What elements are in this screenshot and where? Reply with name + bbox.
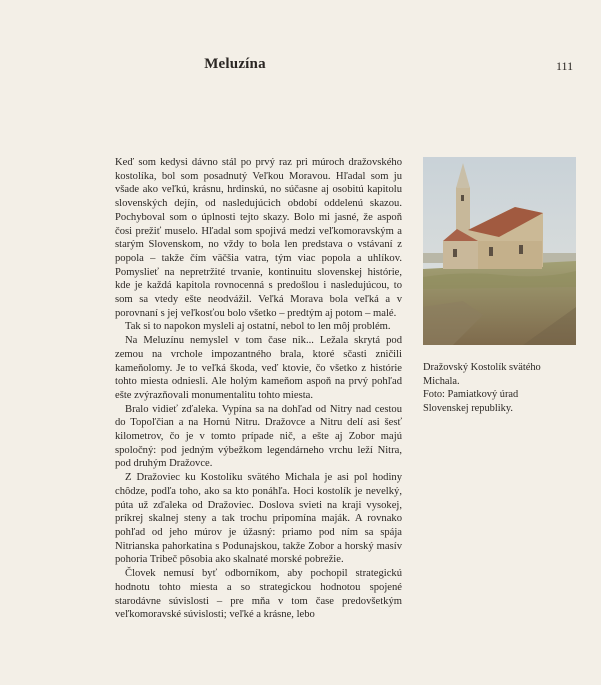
page-number: 111 <box>556 59 574 73</box>
caption-line: Michala. <box>423 375 460 387</box>
running-title: Meluzína <box>204 56 266 72</box>
paragraph: Bralo vidieť zďaleka. Vypína sa na dohľad od Nitry nad cestou do Topoľčian a na Hornú Nitru. Dražovce a Nitru delí asi šesť kilometrov, čo je v tomto prípade nič, a ešte aj Zobor majú spoločný: pod jedným výbežkom legendárneho vrchu leží Nitra, pod druhým Dražovce. <box>115 403 402 470</box>
church-photo <box>423 157 576 345</box>
paragraph: Človek nemusí byť odborníkom, aby pochopil strategickú hodnotu tohto miesta a so strategickou hodnotou spojené starodávne súvislosti – pre mňa v tom čase predovšetkým veľkomoravské súvislosti; veľké a krásne, lebo <box>115 568 402 621</box>
caption-line: Slovenskej republiky. <box>423 403 513 415</box>
paragraph: Keď som kedysi dávno stál po prvý raz pri múroch dražovského kostolíka, bol som posadnutý Veľkou Moravou. Hľadal som ju všade ako veľkú, krásnu, hrdinskú, no súčasne aj osobitú kapitolu slovenských dejín, od nasledujúcich období oddelenú skazou. Pochyboval som o úplnosti tejto skazy. Bolo mi jasné, že aspoň čosi prežiť muselo. Hľadal som spojivá medzi veľkomoravským a starým Slovenskom, no vždy to bola len predstava o vstávaní z popola – takže čím väčšia vatra, tým viac popola a uhlíkov. Pomyslieť na nepretržité trvanie, kontinuitu slovenskej histórie, kde je každá kapitola rovnocenná s predošlou i nasledujúcou, to som sa vtedy ešte neodvážil. Veľká Morava bola veľká a v porovnaní s jej veľkosťou bolo všetko – predtým aj potom – malé. <box>115 157 402 319</box>
caption-line: Dražovský Kostolík svätého <box>423 362 541 373</box>
caption-line: Foto: Pamiatkový úrad <box>423 389 519 401</box>
paragraph: Tak si to napokon mysleli aj ostatní, nebol to len môj problém. <box>125 321 391 333</box>
paragraph: Na Meluzínu nemyslel v tom čase nik... Ležala skrytá pod zemou na vrchole impozantného brala, ktoré sčasti zničili kameňolomy. Je to veľká škoda, veď ktovie, čo všetko z histórie tohto miesta odniesli. Ale holým kameňom aspoň na prvý pohľad ešte zvýrazňovali monumentalitu tohto miesta. <box>115 335 402 401</box>
body-text <box>115 156 402 622</box>
photo-caption <box>423 361 583 416</box>
paragraph: Z Dražoviec ku Kostolíku svätého Michala je asi pol hodiny chôdze, podľa toho, ako sa kto ponáhľa. Hoci kostolík je nevelký, púta už zďaleka od Dražoviec. Doslova svieti na kraji vysokej, príkrej skalnej steny a tak trochu pripomína maják. A rovnako pohľad od jeho múrov je úžasný: priamo pod ním sa spája Nitrianska pahorkatina s Podunajskou, takže Zobor a horský masív pohoria Tribeč pôsobia ako skalnaté morské pobrežie. <box>115 472 402 566</box>
church-photo-illustration <box>423 157 576 345</box>
